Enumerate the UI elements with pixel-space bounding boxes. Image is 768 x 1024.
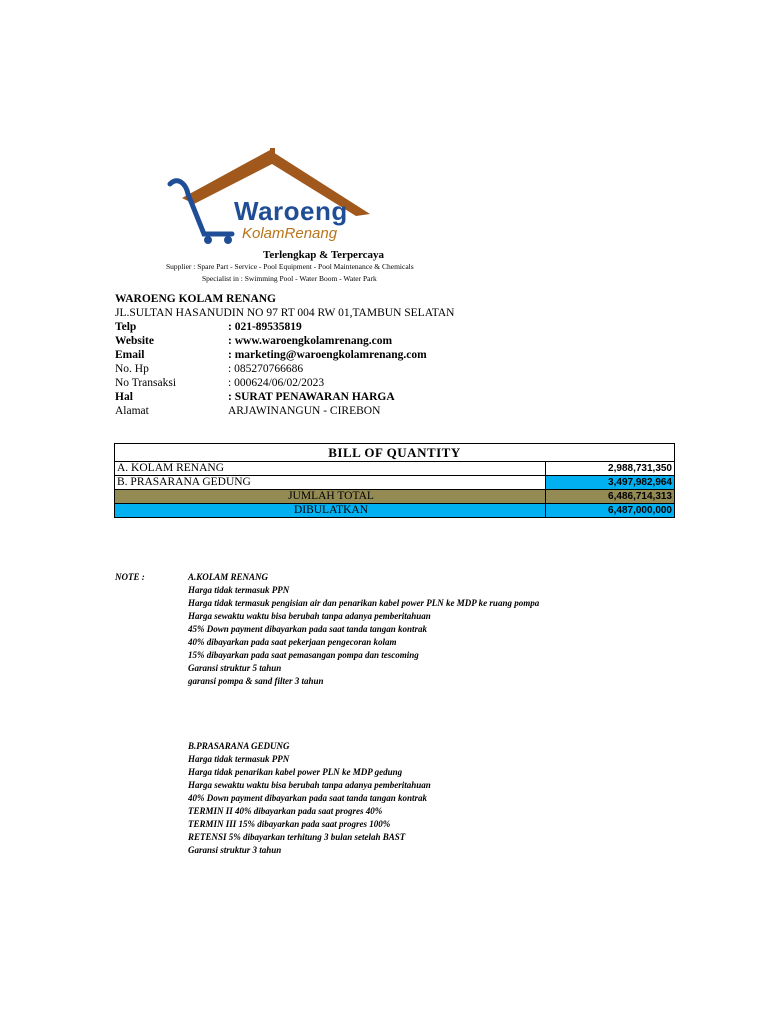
company-name: WAROENG KOLAM RENANG [115,293,277,305]
field-label: Telp [115,321,137,333]
supplier-line: Supplier : Spare Part - Service - Pool Equipment - Pool Maintenance & Chemicals [166,262,414,271]
note-item: garansi pompa & sand filter 3 tahun [188,676,324,686]
boq-row-kolam-renang [115,462,674,476]
boq-row-dibulatkan [115,504,674,517]
logo-tagline: Terlengkap & Terpercaya [263,249,385,261]
boq-value: 3,497,982,964 [546,476,674,489]
note-item: Harga tidak termasuk PPN [188,754,290,764]
field-value: : 085270766686 [228,363,304,375]
company-field-row [115,404,454,418]
field-value: : 021-89535819 [228,321,302,333]
notes-section-title: A.KOLAM RENANG [188,572,269,582]
boq-label: B. PRASARANA GEDUNG [115,476,546,489]
notes-section-title: B.PRASARANA GEDUNG [188,741,290,751]
note-item: Garansi struktur 3 tahun [188,845,282,855]
field-value: : SURAT PENAWARAN HARGA [228,391,395,403]
note-item: Garansi struktur 5 tahun [188,663,282,673]
company-address: JL.SULTAN HASANUDIN NO 97 RT 004 RW 01,TAMBUN SELATAN [115,307,455,319]
brand-name: Waroeng [234,196,348,226]
company-info [115,292,454,418]
note-item: RETENSI 5% dibayarkan terhitung 3 bulan setelah BAST [188,832,406,842]
field-label: No Transaksi [115,377,177,389]
bill-of-quantity-table [114,443,675,518]
note-item: 45% Down payment dibayarkan pada saat tanda tangan kontrak [188,624,428,634]
note-item: Harga tidak penarikan kabel power PLN ke MDP gedung [188,767,403,777]
notes-label: NOTE : [115,572,145,582]
field-label: Website [115,335,154,347]
boq-row-prasarana-gedung [115,476,674,490]
note-item: TERMIN III 15% dibayarkan pada saat progres 100% [188,819,391,829]
boq-label: A. KOLAM RENANG [115,462,546,475]
company-field-row [115,390,454,404]
company-field-row [115,320,454,334]
note-item: Harga tidak termasuk pengisian air dan penarikan kabel power PLN ke MDP ke ruang pompa [188,598,540,608]
boq-value: 6,486,714,313 [608,491,672,502]
note-item: 40% dibayarkan pada saat pekerjaan pengecoran kolam [188,637,397,647]
company-field-row [115,348,454,362]
boq-row-jumlah-total [115,490,674,504]
brand-subtitle: KolamRenang [242,225,338,242]
note-item: Harga sewaktu waktu bisa berubah tanpa adanya pemberitahuan [188,611,431,621]
note-item: Harga tidak termasuk PPN [188,585,290,595]
field-label: Email [115,349,145,361]
field-value: : marketing@waroengkolamrenang.com [228,349,427,361]
boq-value: 2,988,731,350 [608,463,672,474]
company-field-row [115,376,454,390]
field-label: Hal [115,391,133,403]
company-fields [115,320,454,418]
field-label: No. Hp [115,363,149,375]
note-item: Harga sewaktu waktu bisa berubah tanpa adanya pemberitahuan [188,780,431,790]
field-value: ARJAWINANGUN - CIREBON [228,405,381,417]
specialist-line: Specialist in : Swimming Pool - Water Boom - Water Park [202,274,377,283]
notes-kolam-renang [188,571,539,688]
boq-value: 6,487,000,000 [608,505,672,516]
field-value: : www.waroengkolamrenang.com [228,335,393,347]
notes-prasarana-gedung [188,740,431,857]
note-item: 40% Down payment dibayarkan pada saat tanda tangan kontrak [188,793,428,803]
boq-label: JUMLAH TOTAL [115,490,546,503]
company-field-row [115,334,454,348]
note-item: TERMIN II 40% dibayarkan pada saat progres 40% [188,806,383,816]
company-field-row [115,362,454,376]
boq-title: BILL OF QUANTITY [115,444,674,462]
field-value: : 000624/06/02/2023 [228,377,325,389]
note-item: 15% dibayarkan pada saat pemasangan pompa dan tescoming [188,650,419,660]
field-label: Alamat [115,405,149,417]
company-logo [160,146,414,283]
boq-label: DIBULATKAN [115,504,546,517]
